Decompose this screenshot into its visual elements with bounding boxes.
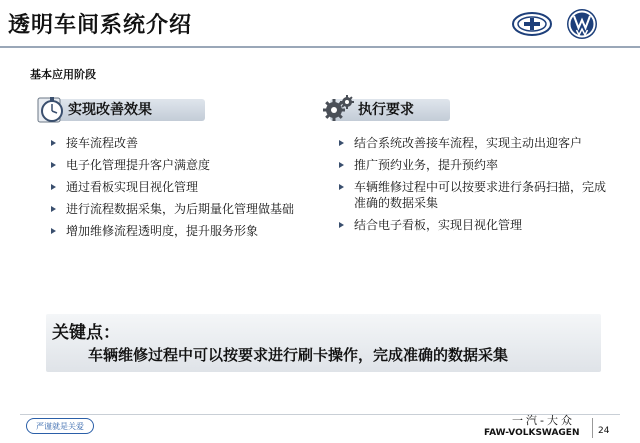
vw-logo	[566, 8, 598, 40]
key-points-text: 车辆维修过程中可以按要求进行刷卡操作，完成准确的数据采集	[88, 346, 509, 364]
brand-name-en: FAW-VOLKSWAGEN	[484, 428, 580, 438]
list-item: 增加维修流程透明度，提升服务形象	[50, 223, 305, 239]
page-number: 24	[598, 426, 610, 436]
page-title: 透明车间系统介绍	[8, 13, 193, 38]
bullet-arrow-icon	[339, 140, 344, 146]
bullet-arrow-icon	[339, 184, 344, 190]
requirements-list	[338, 135, 608, 239]
header-divider	[0, 46, 640, 48]
list-item: 车辆维修过程中可以按要求进行条码扫描，完成准确的数据采集	[338, 179, 608, 211]
stage-label: 基本应用阶段	[30, 68, 96, 81]
section-title: 实现改善效果	[68, 102, 152, 118]
faw-logo	[512, 12, 552, 36]
key-points-title: 关键点：	[52, 323, 120, 343]
bullet-arrow-icon	[339, 162, 344, 168]
stopwatch-icon	[36, 94, 66, 124]
list-item: 接车流程改善	[50, 135, 305, 151]
bullet-arrow-icon	[51, 140, 56, 146]
brand-name-cn: 一汽-大众	[512, 414, 575, 427]
bullet-arrow-icon	[51, 184, 56, 190]
bullet-arrow-icon	[51, 228, 56, 234]
slogan-logo: 严谨就是关爱	[26, 418, 94, 434]
list-item: 通过看板实现目视化管理	[50, 179, 305, 195]
list-item: 电子化管理提升客户满意度	[50, 157, 305, 173]
bullet-arrow-icon	[51, 162, 56, 168]
improvement-list	[50, 135, 305, 245]
section-title: 执行要求	[358, 102, 414, 118]
bullet-arrow-icon	[51, 206, 56, 212]
bullet-arrow-icon	[339, 222, 344, 228]
footer-separator	[592, 418, 593, 438]
list-item: 结合系统改善接车流程，实现主动出迎客户	[338, 135, 608, 151]
list-item: 结合电子看板，实现目视化管理	[338, 217, 608, 233]
list-item: 进行流程数据采集，为后期量化管理做基础	[50, 201, 305, 217]
gears-icon	[322, 93, 356, 123]
list-item: 推广预约业务，提升预约率	[338, 157, 608, 173]
